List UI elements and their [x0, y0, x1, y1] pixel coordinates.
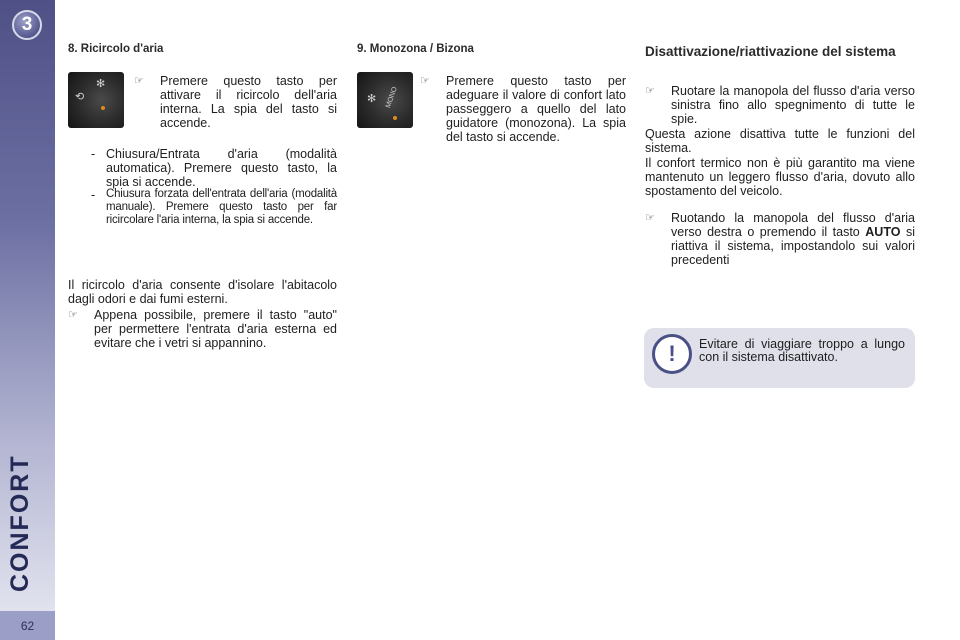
recirculation-tip-text: Appena possibile, premere il tasto "auto" per permettere l'entrata d'aria esterna ed evitare che i vetri si appannino. — [94, 308, 337, 350]
recirculation-tip — [68, 308, 337, 350]
reactivate-instruction-text: Ruotando la manopola del flusso d'aria verso destra o premendo il tasto AUTO si riattiva il sistema, impostandolo sui valori precedenti — [671, 211, 915, 267]
reactivate-instruction — [645, 211, 915, 267]
pointer-icon: ☞ — [420, 75, 430, 87]
recirculation-icon: ⟲ — [75, 91, 85, 103]
disable-effect: Questa azione disattiva tutte le funzioni del sistema. — [645, 127, 915, 155]
pointer-icon: ☞ — [645, 212, 655, 224]
warning-text: Evitare di viaggiare troppo a lungo con il sistema disattivato. — [699, 337, 905, 364]
pointer-icon: ☞ — [645, 85, 655, 97]
exclamation-icon: ! — [652, 334, 692, 374]
recirculation-mode-automatic: - Chiusura/Entrata d'aria (modalità automatica). Premere questo tasto, la spia si accende. — [91, 147, 337, 189]
disable-heading: Disattivazione/riattivazione del sistema — [645, 44, 896, 59]
recirculation-instruction-text: Premere questo tasto per attivare il ricircolo dell'aria interna. La spia del tasto si accende. — [160, 74, 337, 130]
mono-label: MONO — [384, 86, 399, 109]
chapter-number: 3 — [21, 14, 33, 35]
recirculation-mode-manual-text: Chiusura forzata dell'entrata dell'aria (modalità manuale). Premere questo tasto per far ricircolare l'aria interna, la spia si accende. — [106, 188, 337, 226]
indicator-led — [101, 106, 105, 110]
disable-instruction — [645, 84, 915, 126]
air-recirculation-button-photo — [68, 72, 124, 128]
fan-icon: ✻ — [96, 78, 106, 90]
disable-comfort-note: Il confort termico non è più garantito ma viene mantenuto un leggero flusso d'aria, dovuto allo spostamento del veicolo. — [645, 156, 915, 198]
zone-instruction — [420, 74, 626, 144]
pointer-icon: ☞ — [134, 75, 144, 87]
fan-icon: ✻ — [367, 93, 377, 105]
pointer-icon: ☞ — [68, 309, 78, 321]
mono-zone-button-photo — [357, 72, 413, 128]
zone-title: 9. Monozona / Bizona — [357, 43, 474, 55]
indicator-led — [393, 116, 397, 120]
recirculation-title: 8. Ricircolo d'aria — [68, 43, 164, 55]
zone-instruction-text: Premere questo tasto per adeguare il valore di confort lato passeggero a quello del lato guidatore (monozona). La spia del tasto si accende. — [446, 74, 626, 144]
recirculation-description: Il ricircolo d'aria consente d'isolare l'abitacolo dagli odori e dai fumi esterni. — [68, 278, 337, 306]
chapter-number-badge — [12, 10, 42, 40]
recirculation-mode-manual: - Chiusura forzata dell'entrata dell'aria (modalità manuale). Premere questo tasto per far ricircolare l'aria interna, la spia si accende. — [91, 188, 337, 226]
disable-instruction-text: Ruotare la manopola del flusso d'aria verso sinistra fino allo spegnimento di tutte le spie. — [671, 84, 915, 126]
auto-keyword: AUTO — [865, 225, 901, 239]
section-title-vertical: CONFORT — [6, 454, 34, 592]
page-number: 62 — [0, 611, 55, 640]
warning-box — [644, 328, 915, 388]
recirculation-instruction — [134, 74, 337, 130]
recirculation-mode-automatic-text: Chiusura/Entrata d'aria (modalità automatica). Premere questo tasto, la spia si accende. — [106, 147, 337, 189]
